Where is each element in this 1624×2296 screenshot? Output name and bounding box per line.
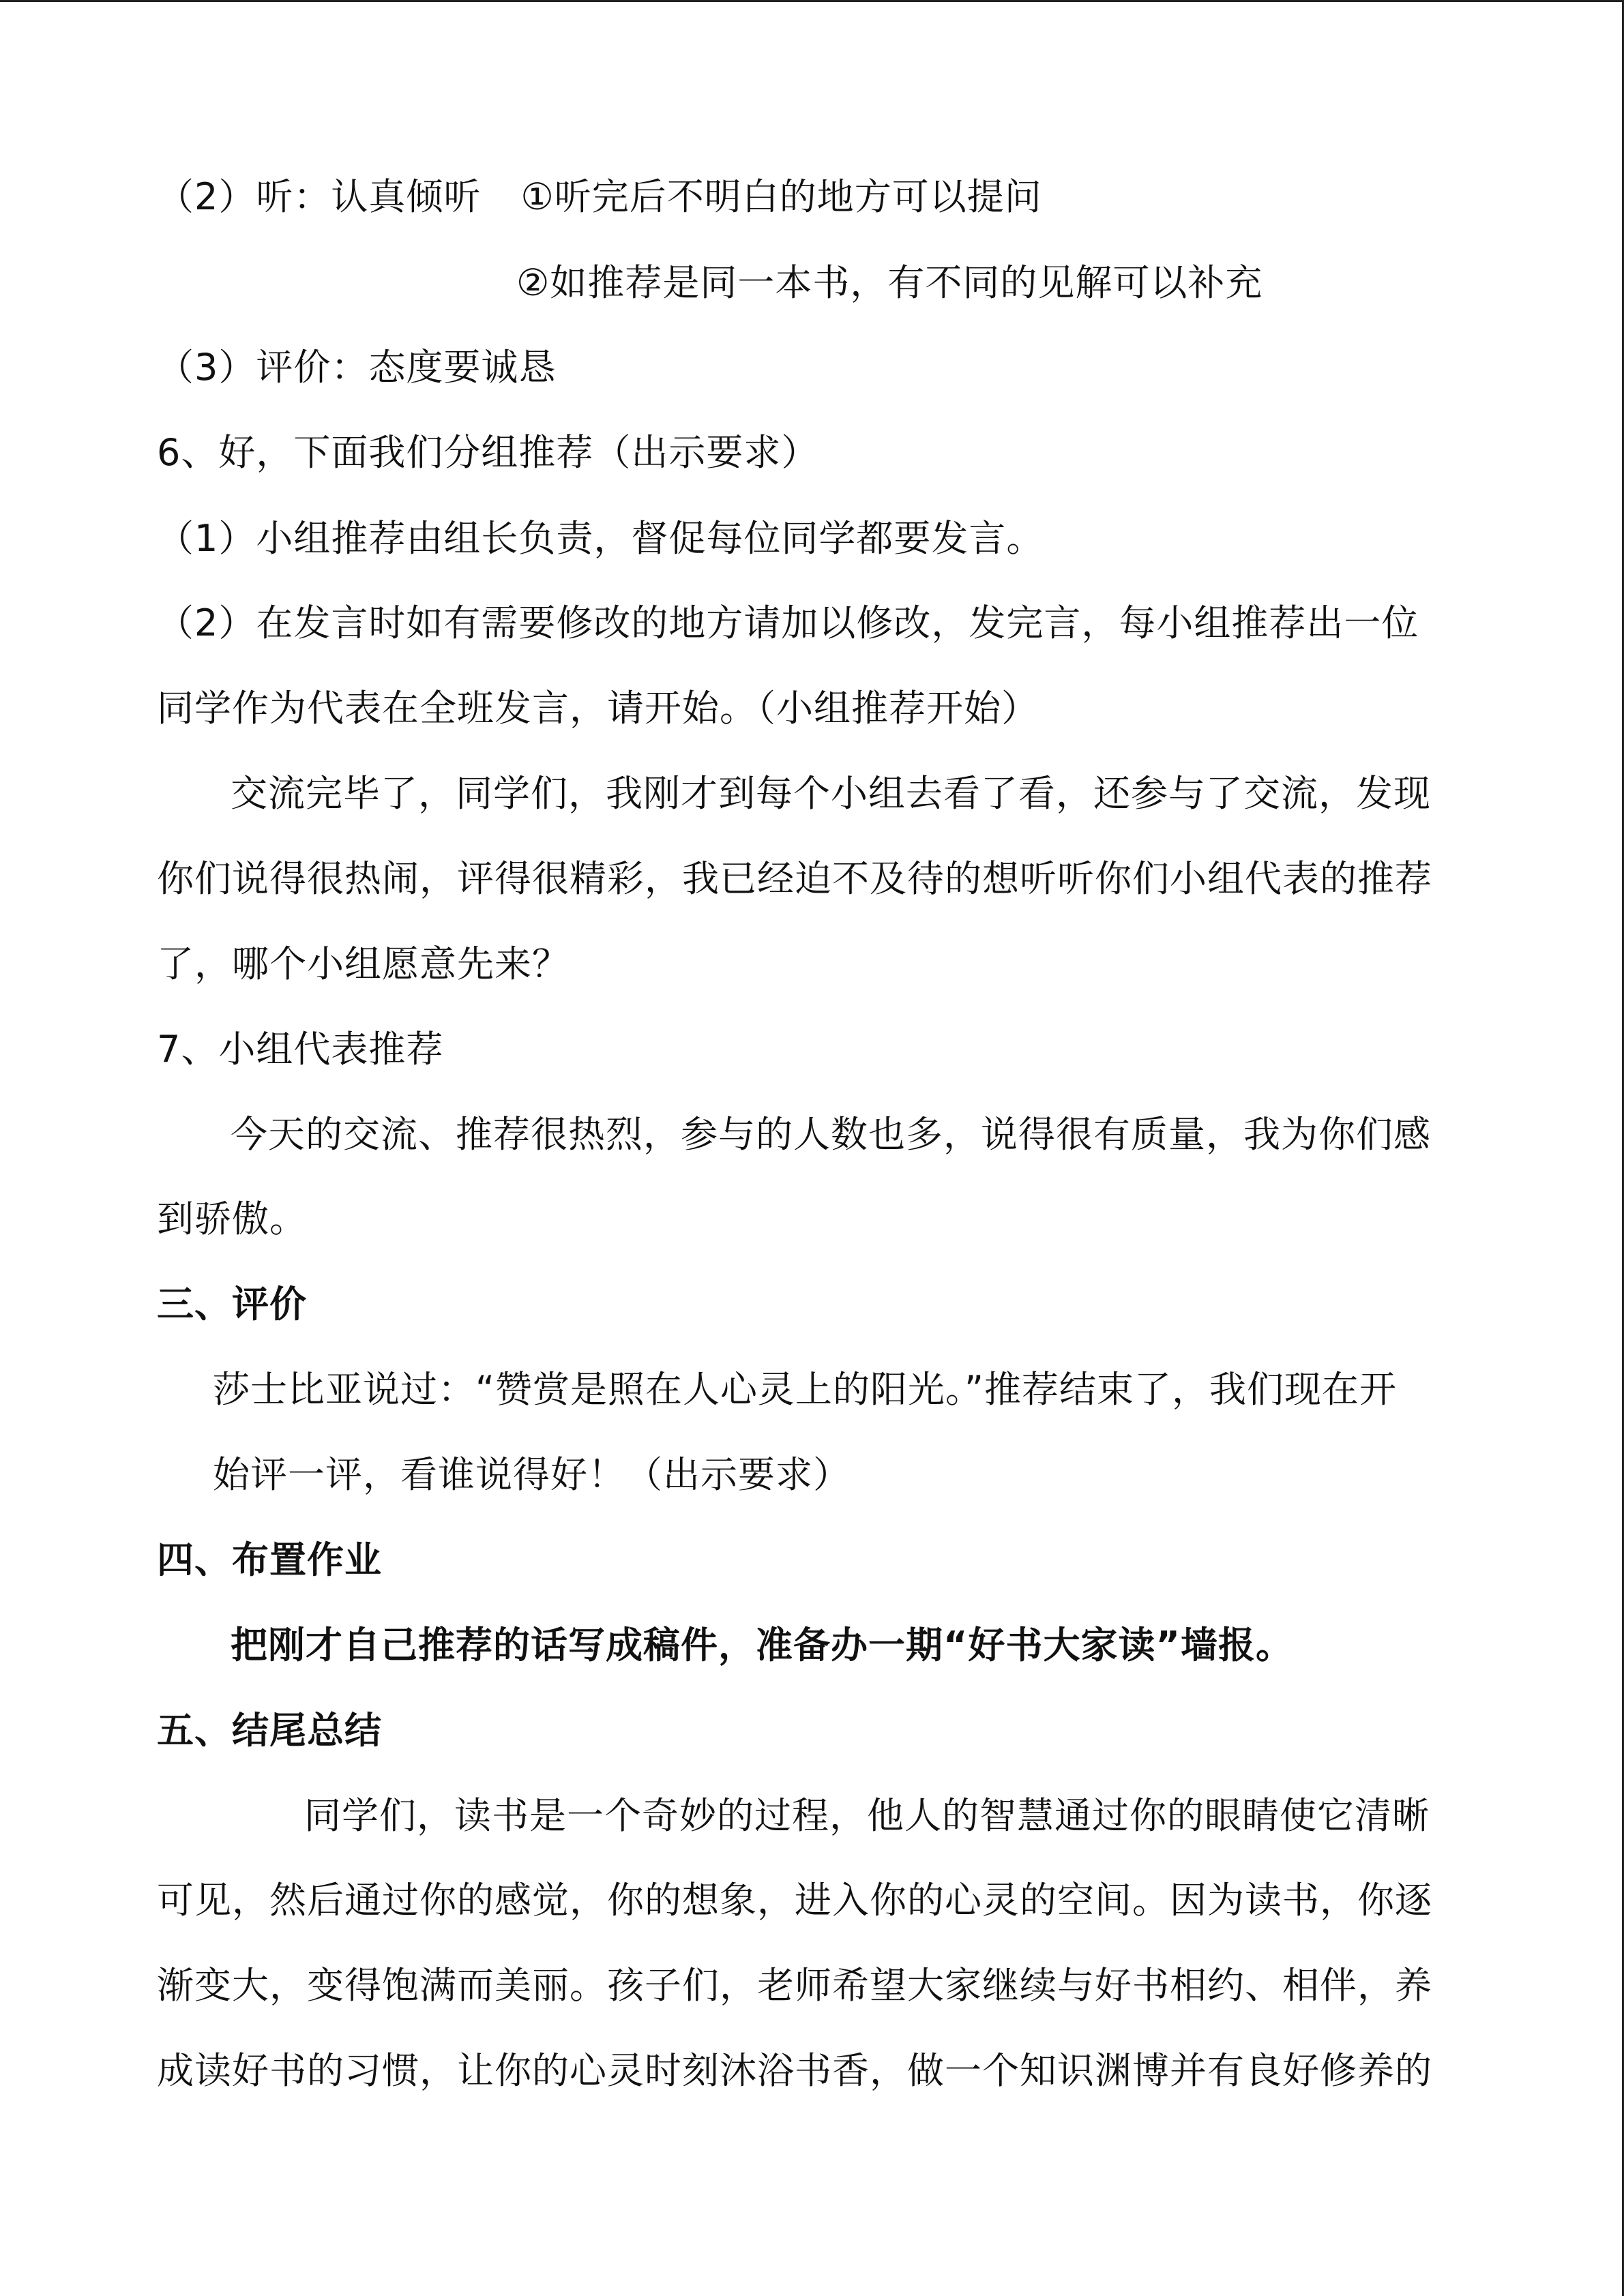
evaluate-item-line: （3）评价：态度要诚恳 xyxy=(157,346,557,389)
group-rule-2-line-1: （2）在发言时如有需要修改的地方请加以修改，发完言，每小组推荐出一位 xyxy=(157,601,1419,644)
step-7-heading: 7、小组代表推荐 xyxy=(157,1028,444,1071)
paragraph-exchange-line-3: 了，哪个小组愿意先来？ xyxy=(157,942,570,985)
group-rule-1: （1）小组推荐由组长负责，督促每位同学都要发言。 xyxy=(157,517,1044,560)
section-5-heading: 五、结尾总结 xyxy=(157,1709,382,1752)
page-top-border xyxy=(0,0,1624,2)
paragraph-summary-line-1: 同学们，读书是一个奇妙的过程，他人的智慧通过你的眼睛使它清晰 xyxy=(304,1794,1430,1837)
paragraph-praise-line-1: 今天的交流、推荐很热烈，参与的人数也多，说得很有质量，我为你们感 xyxy=(231,1113,1431,1156)
step-6-heading: 6、好，下面我们分组推荐（出示要求） xyxy=(157,431,819,474)
paragraph-exchange-line-1: 交流完毕了，同学们，我刚才到每个小组去看了看，还参与了交流，发现 xyxy=(231,772,1431,815)
paragraph-evaluate-line-2: 始评一评，看谁说得好！（出示要求） xyxy=(213,1453,851,1496)
listen-point-2: ②如推荐是同一本书，有不同的见解可以补充 xyxy=(516,261,1263,304)
paragraph-summary-line-4: 成读好书的习惯，让你的心灵时刻沐浴书香，做一个知识渊博并有良好修养的 xyxy=(157,2049,1432,2092)
homework-text: 把刚才自己推荐的话写成稿件，准备办一期“好书大家读”墙报。 xyxy=(231,1624,1293,1667)
paragraph-evaluate-line-1: 莎士比亚说过：“赞赏是照在人心灵上的阳光。”推荐结束了，我们现在开 xyxy=(213,1368,1397,1411)
paragraph-summary-line-3: 渐变大，变得饱满而美丽。孩子们，老师希望大家继续与好书相约、相伴，养 xyxy=(157,1964,1432,2007)
paragraph-exchange-line-2: 你们说得很热闹，评得很精彩，我已经迫不及待的想听听你们小组代表的推荐 xyxy=(157,857,1432,900)
listen-item-line xyxy=(157,173,1042,221)
group-rule-2-line-2: 同学作为代表在全班发言，请开始。（小组推荐开始） xyxy=(157,687,1039,730)
listen-point-1: ①听完后不明白的地方可以提问 xyxy=(520,175,1042,218)
paragraph-praise-line-2: 到骄傲。 xyxy=(157,1197,307,1240)
listen-item-label: （2）听：认真倾听 xyxy=(157,175,482,218)
paragraph-summary-line-2: 可见，然后通过你的感觉，你的想象，进入你的心灵的空间。因为读书，你逐 xyxy=(157,1879,1432,1922)
section-4-heading: 四、布置作业 xyxy=(157,1538,382,1581)
section-3-heading: 三、评价 xyxy=(157,1283,307,1326)
